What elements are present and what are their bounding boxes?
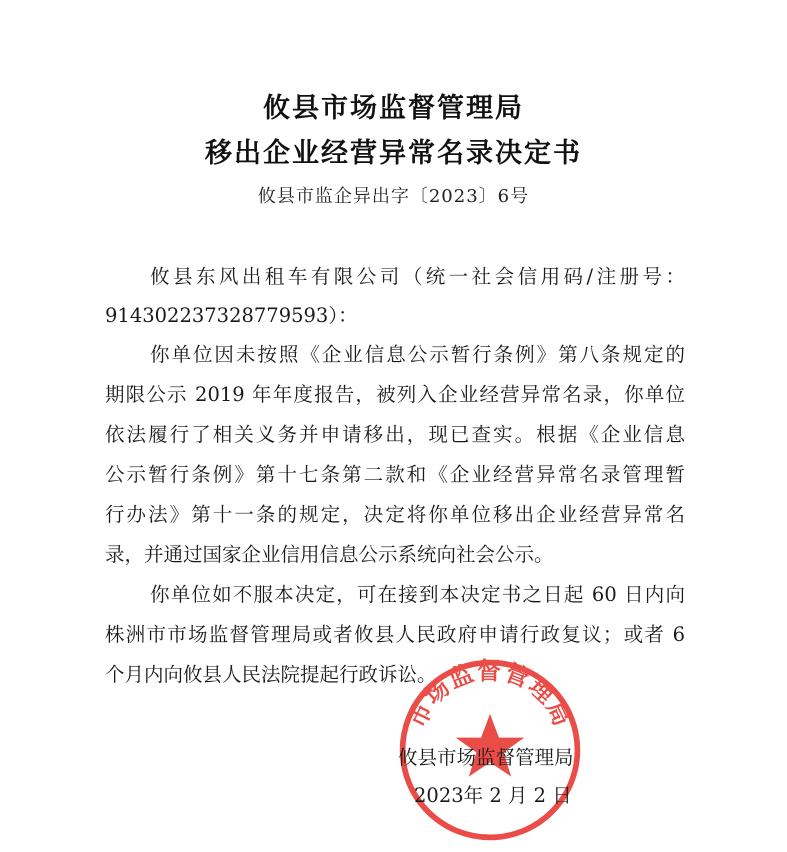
document-title-org: 攸县市场监督管理局	[263, 93, 524, 124]
seal-text: 市场监督管理局	[402, 656, 578, 732]
body-paragraph-line: 个月内向攸县人民法院提起行政诉讼。	[105, 663, 437, 686]
body-paragraph-line: 依法履行了相关义务并申请移出，现已查实。根据《企业信息	[105, 423, 685, 446]
body-paragraph-line: 你单位因未按照《企业信息公示暂行条例》第八条规定的	[150, 343, 685, 366]
signature-org: 攸县市场监督管理局	[398, 746, 574, 769]
body-paragraph-line: 你单位如不服本决定，可在接到本决定书之日起 60 日内向	[150, 583, 685, 606]
addressee-line: 攸县东风出租车有限公司（统一社会信用码/注册号：	[150, 265, 685, 288]
document-number: 攸县市监企异出字〔2023〕6号	[257, 186, 530, 207]
body-paragraph-line: 行办法》第十一条的规定，决定将你单位移出企业经营异常名	[105, 503, 685, 526]
document-title: 移出企业经营异常名录决定书	[205, 138, 582, 169]
body-paragraph-line: 期限公示 2019 年年度报告，被列入企业经营异常名录，你单位	[105, 383, 685, 406]
signature-date: 2023年 2 月 2 日	[414, 784, 572, 807]
body-paragraph-line: 录，并通过国家企业信用信息公示系统向社会公示。	[105, 543, 554, 566]
addressee-credit-code: 914302237328779593）：	[105, 304, 358, 327]
body-paragraph-line: 株洲市市场监督管理局或者攸县人民政府申请行政复议；或者 6	[105, 623, 685, 646]
body-paragraph-line: 公示暂行条例》第十七条第二款和《企业经营异常名录管理暂	[105, 463, 685, 486]
